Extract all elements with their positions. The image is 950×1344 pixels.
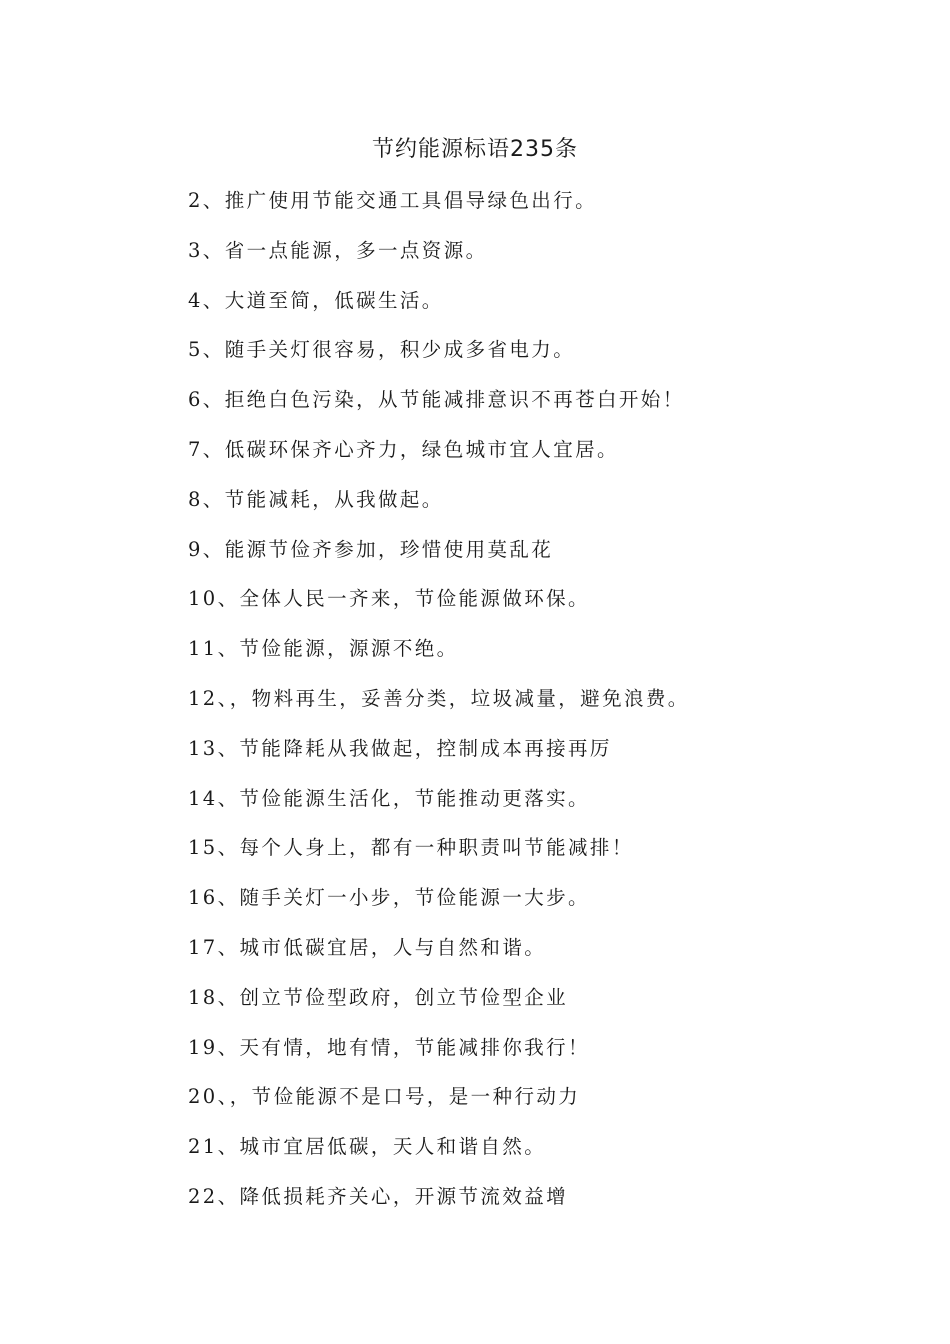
slogan-item: 9、能源节俭齐参加，珍惜使用莫乱花: [188, 537, 554, 561]
slogan-item: 14、节俭能源生活化，节能推动更落实。: [188, 786, 590, 810]
slogan-item: 18、创立节俭型政府，创立节俭型企业: [188, 985, 569, 1009]
slogan-item: 5、随手关灯很容易，积少成多省电力。: [188, 338, 576, 362]
slogan-item: 8、节能减耗，从我做起。: [188, 487, 444, 511]
slogan-item: 16、随手关灯一小步，节俭能源一大步。: [188, 886, 590, 910]
slogan-list: [188, 186, 888, 1232]
slogan-item: 17、城市低碳宜居，人与自然和谐。: [188, 935, 547, 959]
slogan-item: 19、天有情，地有情，节能减排你我行！: [188, 1035, 590, 1059]
slogan-item: 11、节俭能源，源源不绝。: [188, 637, 459, 661]
slogan-item: 4、大道至简，低碳生活。: [188, 288, 444, 312]
slogan-item: 12、，物料再生，妥善分类，垃圾减量，避免浪费。: [188, 686, 690, 710]
slogan-item: 7、低碳环保齐心齐力，绿色城市宜人宜居。: [188, 437, 619, 461]
slogan-item: 13、节能降耗从我做起，控制成本再接再厉: [188, 736, 612, 760]
slogan-item: 3、省一点能源，多一点资源。: [188, 238, 488, 262]
slogan-item: 22、降低损耗齐关心，开源节流效益增: [188, 1184, 569, 1208]
slogan-item: 20、，节俭能源不是口号，是一种行动力: [188, 1085, 581, 1109]
slogan-item: 6、拒绝白色污染，从节能减排意识不再苍白开始！: [188, 388, 685, 412]
slogan-item: 15、每个人身上，都有一种职责叫节能减排！: [188, 836, 634, 860]
document-title: 节约能源标语235条: [372, 137, 578, 162]
slogan-item: 10、全体人民一齐来，节俭能源做环保。: [188, 587, 590, 611]
slogan-item: 21、城市宜居低碳，天人和谐自然。: [188, 1135, 547, 1159]
slogan-item: 2、推广使用节能交通工具倡导绿色出行。: [188, 189, 598, 212]
